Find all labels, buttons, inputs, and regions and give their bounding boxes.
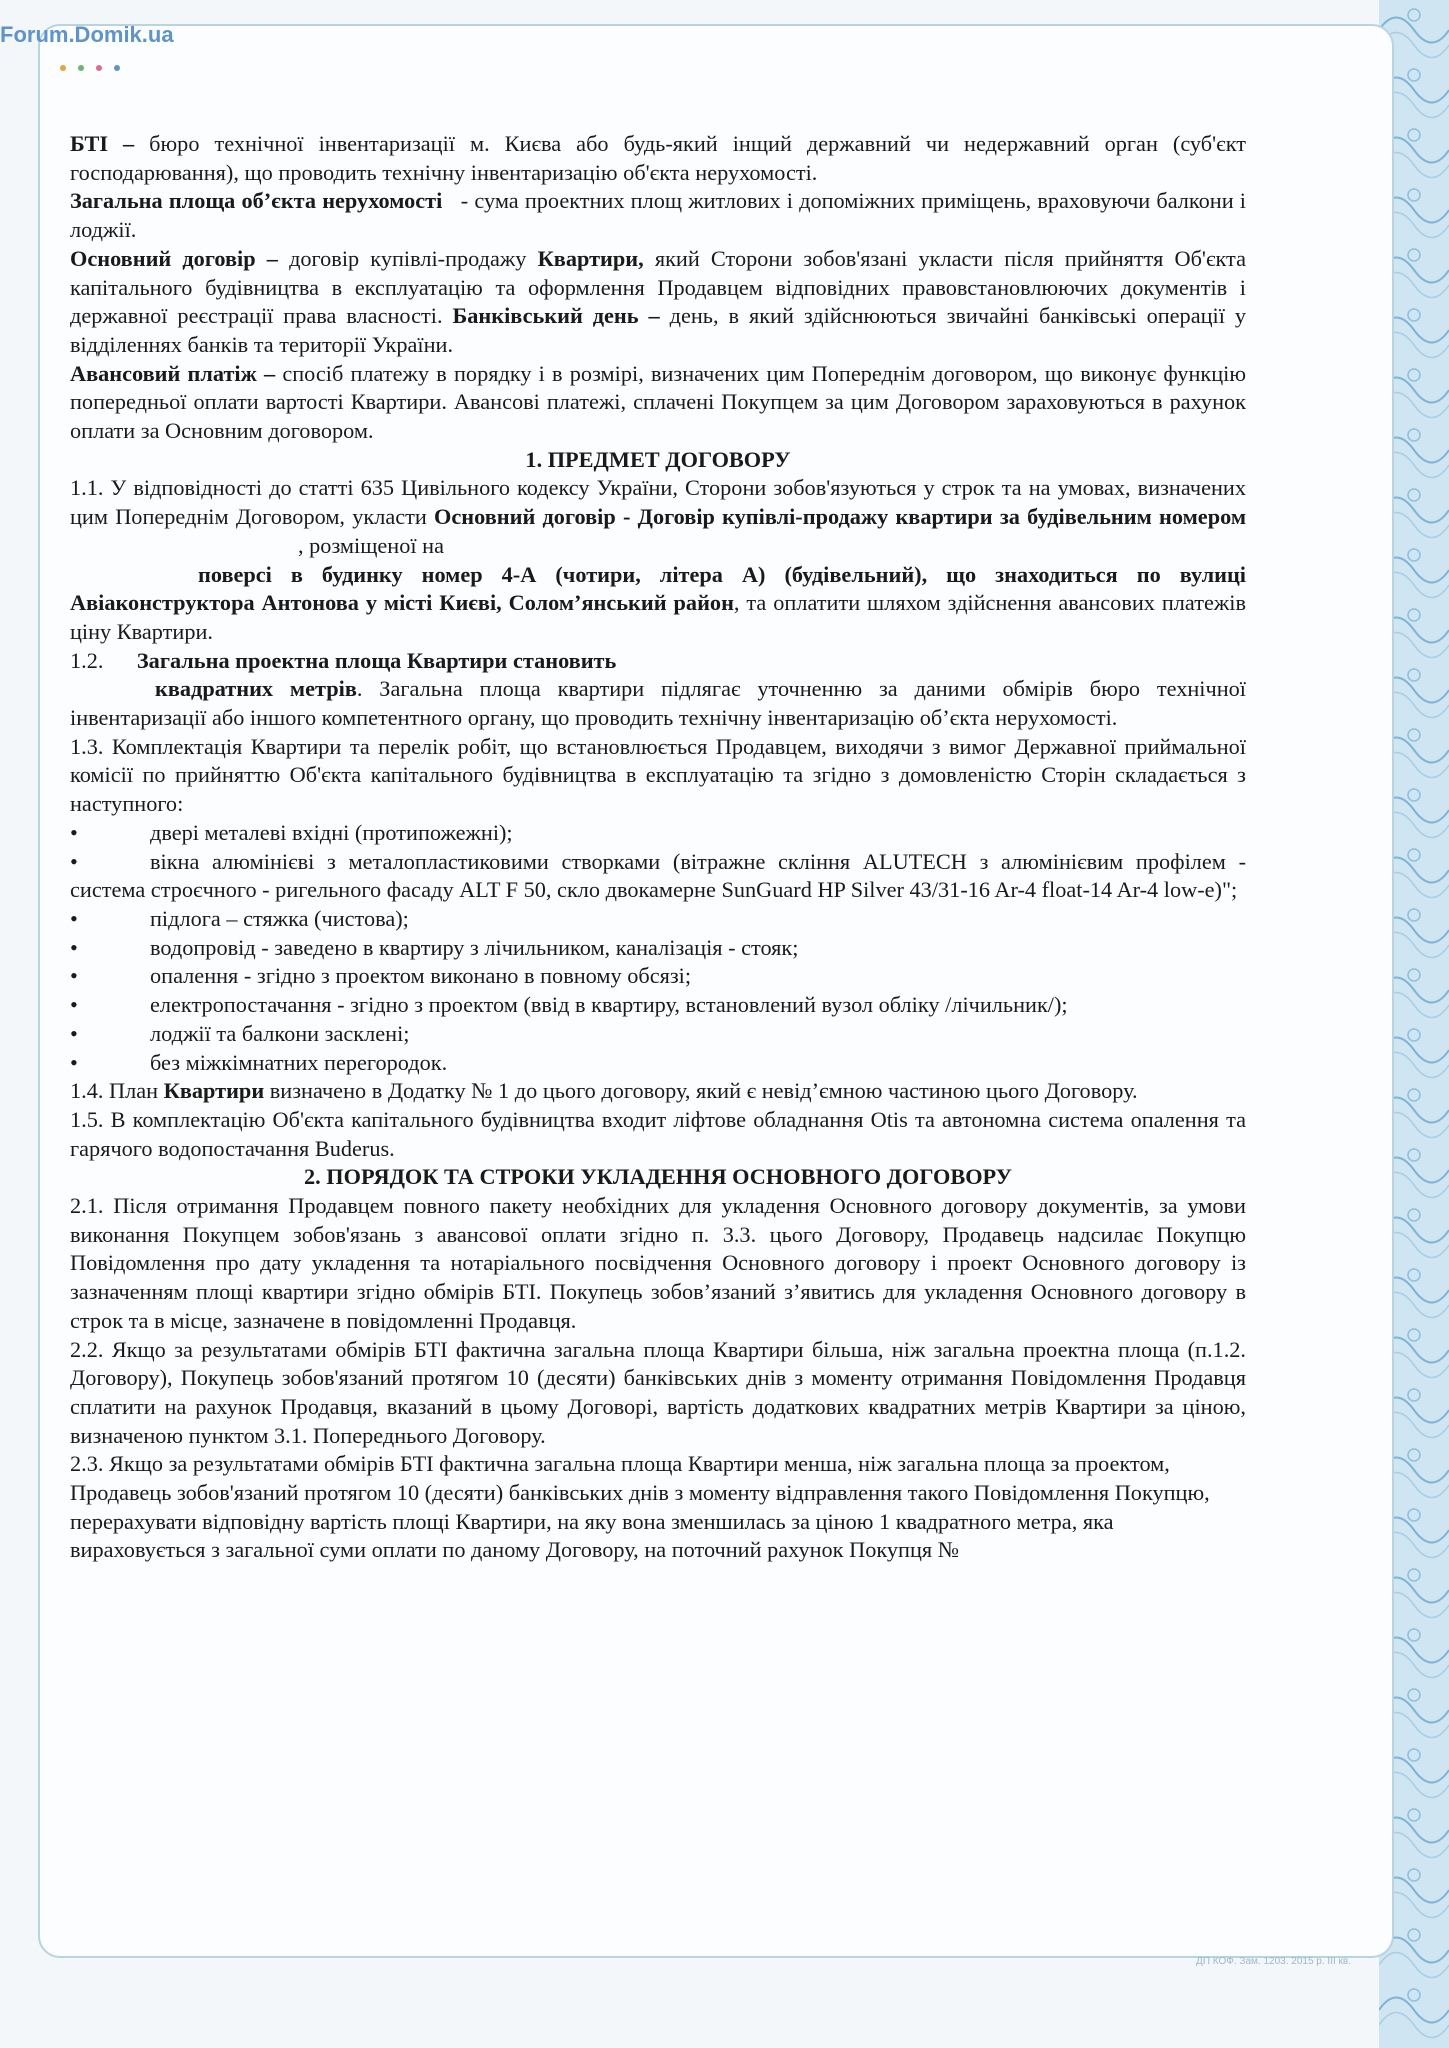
bullet-icon: • <box>70 819 78 845</box>
section-2-title: 2. ПОРЯДОК ТА СТРОКИ УКЛАДЕННЯ ОСНОВНОГО ДОГОВОРУ <box>304 1164 1012 1190</box>
list-item <box>70 848 1246 905</box>
dot-1 <box>60 65 66 71</box>
clause-1-4-c: визначено в Додатку № 1 до цього договору, який є невід’ємною частиною цього Договору. <box>269 1078 1138 1104</box>
clause-2-3: 2.3. Якщо за результатами обмірів БТІ фактична загальна площа Квартири менша, ніж загальна площа за проектом, Продавець зобов'язаний протягом 10 (десяти) банківських днів з моменту відправлення такого Повідомлення Покупцю, перерахувати відповідну вартість площі Квартири, на яку вона зменшилась за ціною 1 квадратного метра, яка вираховується з загальної суми оплати по даному Договору, на поточний рахунок Покупця № <box>70 1451 1210 1563</box>
definition-banking-day-text: день, в який здійснюються звичайні банківські операції у відділеннях банків та території України. <box>70 303 1247 357</box>
list-item-text: двері металеві вхідні (протипожежні); <box>150 819 513 845</box>
dot-2 <box>78 65 84 71</box>
clause-1-1-d: поверсі в будинку номер 4-А (чотири, літера А) (будівельний), що знаходиться по вулиці Авіаконструктора Антонова у місті Києві, Солом’янський район <box>70 561 1246 616</box>
print-code: ДП КОФ. Зам. 1203. 2015 р. III кв. <box>1196 1956 1351 1967</box>
clause-1-4-a: 1.4. План <box>70 1078 159 1104</box>
term-advance: Авансовий платіж – <box>70 360 276 386</box>
clause-1-5: 1.5. В комплектацію Об'єкта капітального будівництва входит ліфтове обладнання Otis та автономна система опалення та гарячого водопостачання Buderus. <box>70 1106 1246 1161</box>
bullet-icon: • <box>70 1020 78 1046</box>
bullet-icon: • <box>70 934 78 960</box>
list-item-text: підлога – стяжка (чистова); <box>150 905 409 931</box>
clause-2-2: 2.2. Якщо за результатами обмірів БТІ фактична загальна площа Квартири більша, ніж загальна проектна площа (п.1.2. Договору), Покупець зобов'язаний протягом 10 (десяти) банківських днів з моменту отримання Повідомлення Продавця сплатити на рахунок Продавця, вказаний в цьому Договорі, вартість додаткових квадратних метрів Квартири за ціною, визначеною пунктом 3.1. Попереднього Договору. <box>70 1336 1246 1448</box>
clause-1-1-e: , та оплатити шляхом здійснення авансових платежів ціну Квартири. <box>70 590 1247 644</box>
clause-1-4 <box>70 1077 1246 1106</box>
list-item <box>70 1049 1246 1078</box>
clause-1-1 <box>70 474 1246 646</box>
clause-1-2-num: 1.2. <box>70 647 104 673</box>
bullet-icon: • <box>70 905 78 931</box>
list-item <box>70 991 1246 1020</box>
clause-1-2-a: Загальна проектна площа Квартири становить <box>136 647 617 673</box>
definition-main-contract <box>70 245 1246 360</box>
term-bti: БТІ – <box>70 131 135 156</box>
list-item-text: водопровід - заведено в квартиру з лічильником, каналізація - стояк; <box>150 934 799 960</box>
clause-1-2-b: квадратних метрів <box>155 676 357 702</box>
dot-3 <box>96 65 102 71</box>
definition-area <box>70 187 1246 244</box>
list-item-text: опалення - згідно з проектом виконано в повному обсязі; <box>150 963 692 989</box>
term-main-contract: Основний договір – <box>70 245 278 271</box>
definition-advance-text: спосіб платежу в порядку і в розмірі, визначених цим Попереднім договором, що виконує функцію попередньої оплати вартості Квартири. Авансові платежі, сплачені Покупцем за цим Договором зараховуються в рахунок оплати за Основним договором. <box>70 360 1247 444</box>
definition-main-contract-bold-a: Квартири, <box>537 245 644 271</box>
list-item <box>70 962 1246 991</box>
list-item <box>70 934 1246 963</box>
definition-bti-text: бюро технічної інвентаризації м. Києва або будь-який інщий державний чи недержавний орган (суб'єкт господарювання), що проводить технічну інвентаризацію об'єкта нерухомості. <box>70 131 1246 185</box>
list-item-text: лоджії та балкони засклені; <box>150 1020 410 1046</box>
term-area: Загальна площа об’єкта нерухомості <box>70 188 443 214</box>
list-item-text: без міжкімнатних перегородок. <box>150 1049 448 1075</box>
term-banking-day: Банківський день – <box>452 303 660 329</box>
clause-1-4-b: Квартири <box>163 1078 265 1104</box>
list-item <box>70 905 1246 934</box>
definition-advance <box>70 360 1246 446</box>
list-item <box>70 819 1246 848</box>
list-item-text: вікна алюмінієві з металопластиковими створками (вітражне скління ALUTECH з алюмінієвим профілем - система строєчного - ригельного фасаду ALT F 50, скло двокамерне SunGuard HP Silver 43/31-16 Ar-4 float-14 Ar-4 low-e)"; <box>70 848 1246 903</box>
clause-1-1-a: 1.1. У відповідності до статті 635 Цивільного кодексу України, Сторони зобов'язуються у строк та на умовах, визначених цим Попереднім Договором, укласти <box>70 475 1246 530</box>
watermark-site: Forum.Domik.ua <box>0 22 174 47</box>
clause-1-1-b: Основний договір - Договір купівлі-продажу квартири за будівельним номером <box>434 504 1247 530</box>
bullet-icon: • <box>70 1049 78 1075</box>
definition-area-text: - сума проектних площ житлових і допоміжних приміщень, враховуючи балкони і лоджії. <box>70 188 1246 243</box>
definition-main-contract-text-a: договір купівлі-продажу <box>289 245 527 271</box>
clause-1-2-c: . Загальна площа квартири підлягає уточненню за даними обмірів бюро технічної інвентаризації або іншого компетентного органу, що проводить технічну інвентаризацію об’єкта нерухомості. <box>70 676 1246 731</box>
list-item <box>70 1020 1246 1049</box>
clause-2-1: 2.1. Після отримання Продавцем повного пакету необхідних для укладення Основного договору документів, за умови виконання Покупцем зобов'язань з авансової оплати згідно п. 3.3. цього Договору, Продавець надсилає Покупцю Повідомлення про дату укладення та нотаріального посвідчення Основного договору і проект Основного договору із зазначенням площі квартири згідно обмірів БТІ. Покупець зобов’язаний з’явитись для укладення Основного договору в строк та в місце, зазначене в повідомленні Продавця. <box>70 1193 1246 1333</box>
bullet-icon: • <box>70 848 78 874</box>
clause-1-3: 1.3. Комплектація Квартири та перелік робіт, що встановлюється Продавцем, виходячи з вимог Державної приймальної комісії по прийняттю Об'єкта капітального будівництва в експлуатацію та згідно з домовленістю Сторін складається з наступного: <box>70 733 1246 817</box>
watermark-dots <box>60 58 132 76</box>
document-body <box>70 130 1246 1565</box>
list-item-text: електропостачання - згідно з проектом (ввід в квартиру, встановлений вузол обліку /лічильник/); <box>150 992 1068 1018</box>
watermark <box>0 22 174 48</box>
bullet-icon: • <box>70 992 78 1018</box>
bullet-icon: • <box>70 963 78 989</box>
clause-1-1-c: , розміщеної на <box>298 532 444 558</box>
definition-main-contract-text-b: який Сторони зобов'язані укласти після прийняття Об'єкта капітального будівництва в експлуатацію та оформлення Продавцем відповідних правовстановлюючих документів і державної реєстрації права власності. <box>70 245 1246 329</box>
dot-4 <box>114 65 120 71</box>
section-1-title: 1. ПРЕДМЕТ ДОГОВОРУ <box>525 446 791 472</box>
equipment-list <box>70 819 1246 1077</box>
clause-1-2 <box>70 647 1246 733</box>
definition-bti <box>70 130 1246 187</box>
